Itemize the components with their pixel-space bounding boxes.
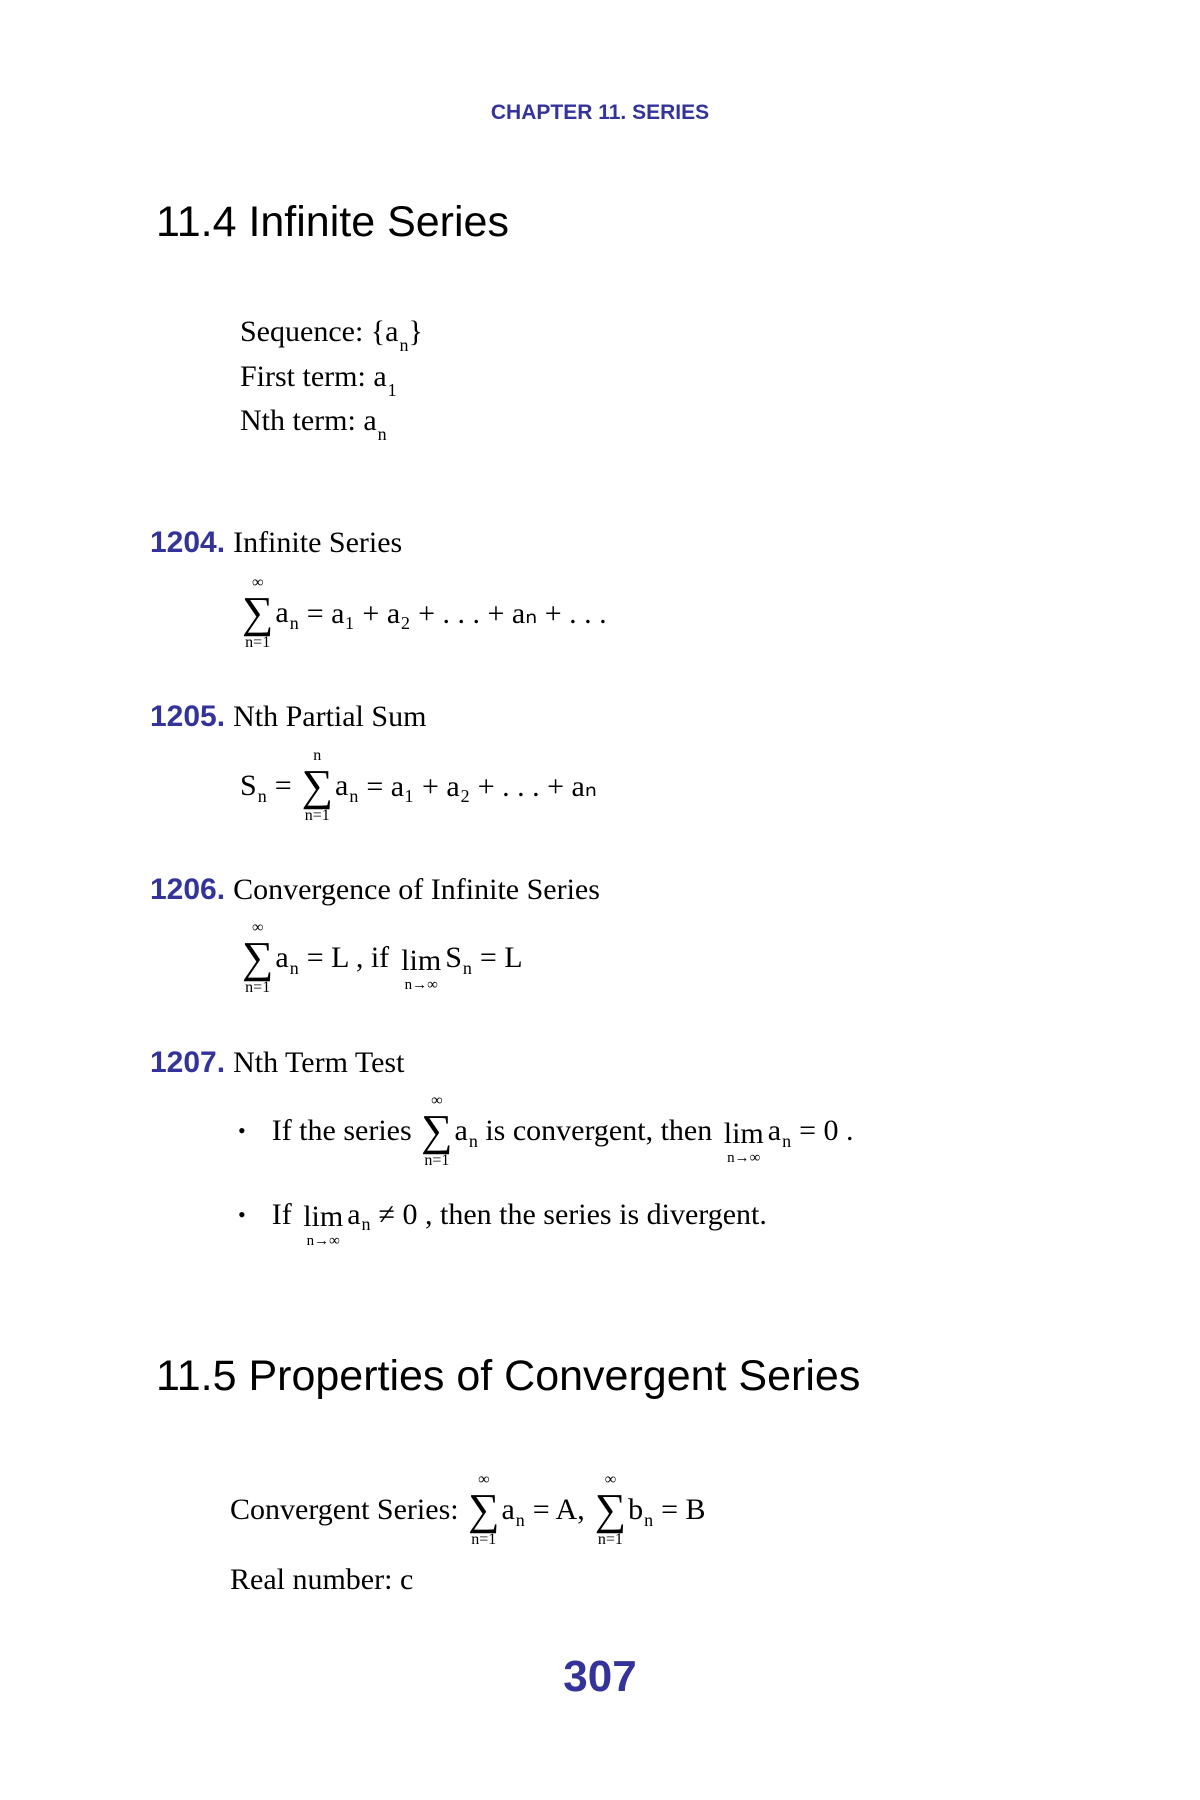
bullet-item: [238, 1093, 862, 1169]
math-text: n=1: [471, 1531, 497, 1548]
math-text: Nth Term Test: [233, 1046, 405, 1079]
math-text: Nth term:: [240, 404, 356, 437]
formula-1204: [240, 575, 615, 651]
math-text: n=1: [245, 634, 271, 651]
math-text: ∑: [421, 1106, 453, 1155]
math-text: n: [349, 785, 359, 806]
math-text: = L , if: [306, 941, 390, 974]
math-text: ∑: [594, 1485, 627, 1534]
math-text: S: [240, 769, 257, 802]
formula-heading-1206: [150, 873, 600, 907]
formula-1205: [240, 748, 605, 824]
math-text: •: [238, 1118, 246, 1143]
math-text: lim: [401, 943, 442, 977]
math-text: {a: [370, 315, 399, 348]
section-title: 11.5 Properties of Convergent Series: [156, 1352, 861, 1400]
math-text: a: [373, 360, 387, 393]
sum-symbol: [302, 748, 333, 824]
math-text: 1206.: [150, 873, 226, 906]
math-text: [401, 943, 442, 993]
math-text: n: [289, 612, 299, 633]
math-text: •: [238, 1201, 246, 1227]
math-text: ∞: [431, 1092, 443, 1109]
math-text: n→∞: [404, 976, 438, 993]
definition-sequence: [240, 315, 423, 355]
math-text: n: [289, 957, 299, 978]
page-number: 307: [563, 1652, 637, 1701]
math-text: a: [363, 404, 377, 437]
math-text: ∑: [242, 588, 274, 637]
math-text: n: [782, 1130, 792, 1151]
math-text: n→∞: [727, 1149, 761, 1166]
math-text: Nth Partial Sum: [233, 700, 427, 733]
math-text: First term:: [240, 360, 366, 393]
formula-heading-1204: [150, 526, 402, 560]
math-text: n=1: [424, 1152, 450, 1169]
math-text: Infinite Series: [233, 526, 403, 559]
math-text: b: [628, 1493, 644, 1526]
math-text: n=1: [245, 979, 271, 996]
math-text: ∑: [468, 1485, 500, 1534]
bullet-item: [238, 1180, 775, 1249]
formula-1206: [240, 920, 531, 996]
math-text: 1207.: [150, 1046, 226, 1079]
math-text: n: [377, 424, 387, 444]
math-text: n→∞: [306, 1233, 340, 1249]
sum-symbol: [242, 920, 273, 996]
math-text: }: [408, 315, 423, 348]
definition-nth-term: [240, 404, 387, 444]
math-text: n: [468, 1130, 478, 1151]
math-text: ∞: [251, 574, 264, 591]
formula-heading-1205: [150, 700, 426, 734]
math-text: = a₁ + a₂ + . . . + aₙ + . . .: [306, 596, 607, 630]
math-text: n: [399, 335, 409, 355]
math-text: =: [274, 769, 292, 802]
math-text: = B: [661, 1493, 706, 1526]
math-text: Sequence:: [240, 315, 364, 348]
math-text: If the series: [271, 1114, 412, 1147]
sum-symbol: [242, 575, 273, 651]
math-text: [723, 1116, 764, 1166]
math-text: a: [334, 769, 349, 802]
math-text: = 0 .: [799, 1114, 854, 1147]
math-text: ∞: [604, 1471, 617, 1488]
sum-symbol: [468, 1472, 499, 1548]
math-text: ∞: [478, 1471, 490, 1488]
math-text: n: [361, 1214, 371, 1234]
math-text: n: [644, 1509, 654, 1530]
math-text: ∑: [301, 761, 333, 810]
math-text: a: [347, 1197, 361, 1231]
math-text: n=1: [304, 807, 330, 824]
math-text: n: [313, 747, 322, 764]
math-text: If: [271, 1197, 292, 1231]
math-text: = L: [479, 941, 523, 974]
math-text: Convergence of Infinite Series: [233, 873, 600, 906]
math-text: ∑: [242, 933, 274, 982]
math-text: a: [767, 1114, 782, 1147]
math-text: Convergent Series:: [230, 1493, 459, 1526]
math-text: ≠ 0 , then the series is divergent.: [378, 1197, 767, 1231]
math-text: = a₁ + a₂ + . . . + aₙ: [366, 769, 597, 803]
math-text: n: [515, 1509, 525, 1530]
formula-heading-1207: [150, 1046, 404, 1080]
math-text: 1204.: [150, 526, 226, 559]
math-text: [303, 1202, 343, 1249]
math-text: a: [275, 941, 289, 974]
math-text: = A,: [532, 1493, 585, 1526]
chapter-header: CHAPTER 11. SERIES: [490, 101, 710, 124]
math-text: a: [501, 1493, 515, 1526]
real-number-definition: Real number: c: [230, 1563, 414, 1596]
math-text: n=1: [597, 1531, 623, 1548]
math-text: S: [445, 941, 462, 974]
math-text: 1205.: [150, 700, 226, 733]
math-text: a: [275, 596, 289, 629]
math-text: a: [454, 1114, 468, 1147]
sum-symbol: [421, 1093, 452, 1169]
math-text: n: [462, 957, 472, 978]
math-text: ∞: [251, 919, 264, 936]
math-text: lim: [303, 1200, 344, 1233]
definition-first-term: [240, 360, 397, 400]
math-text: 1: [387, 380, 397, 400]
convergent-series-definition: [230, 1472, 714, 1548]
math-text: lim: [723, 1116, 764, 1150]
sum-symbol: [595, 1472, 626, 1548]
math-text: is convergent, then: [485, 1114, 713, 1147]
section-title: 11.4 Infinite Series: [156, 198, 509, 246]
math-text: n: [257, 785, 267, 806]
